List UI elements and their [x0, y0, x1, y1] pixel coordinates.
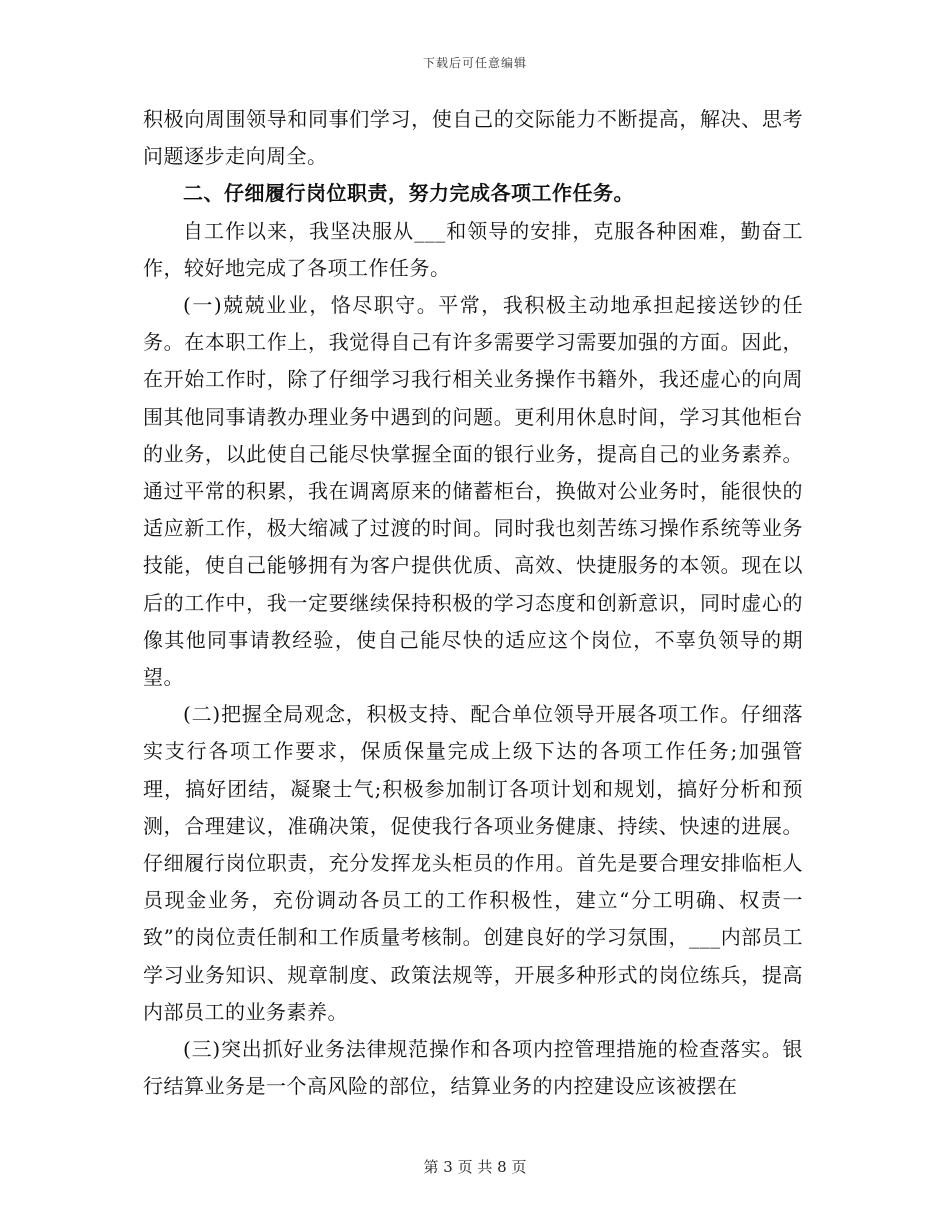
paragraph-item-1: (一)兢兢业业，恪尽职守。平常，我积极主动地承担起接送钞的任务。在本职工作上，我觉得自己有许多需要学习需要加强的方面。因此，在开始工作时，除了仔细学习我行相关业务操作书籍外，我还虚心的向周围其他同事请教办理业务中遇到的问题。更利用休息时间，学习其他柜台的业务，以此使自己能尽快掌握全面的银行业务，提高自己的业务素养。通过平常的积累，我在调离原来的储蓄柜台，换做对公业务时，能很快的适应新工作，极大缩减了过渡的时间。同时我也刻苦练习操作系统等业务技能，使自己能够拥有为客户提供优质、高效、快捷服务的本领。现在以后的工作中，我一定要继续保持积极的学习态度和创新意识，同时虚心的像其他同事请教经验，使自己能尽快的适应这个岗位，不辜负领导的期望。	[143, 293, 803, 690]
paragraph-continuation: 积极向周围领导和同事们学习，使自己的交际能力不断提高，解决、思考问题逐步走向周全。	[143, 107, 803, 169]
document-body	[143, 101, 803, 1105]
paragraph-item-3: (三)突出抓好业务法律规范操作和各项内控管理措施的检查落实。银行结算业务是一个高风险的部位，结算业务的内控建设应该被摆在	[143, 1037, 803, 1099]
page-header: 下载后可任意编辑	[422, 56, 527, 70]
section-heading: 二、仔细履行岗位职责，努力完成各项工作任务。	[183, 181, 634, 206]
page-number-footer: 第 3 页 共 8 页	[423, 1158, 527, 1176]
paragraph-item-2: (二)把握全局观念，积极支持、配合单位领导开展各项工作。仔细落实支行各项工作要求，保质保量完成上级下达的各项工作任务;加强管理，搞好团结，凝聚士气;积极参加制订各项计划和规划，搞好分析和预测，合理建议，准确决策，促使我行各项业务健康、持续、快速的进展。仔细履行岗位职责，充分发挥龙头柜员的作用。首先是要合理安排临柜人员现金业务，充份调动各员工的工作积极性，建立“分工明确、权责一致”的岗位责任制和工作质量考核制。创建良好的学习氛围，___内部员工学习业务知识、规章制度、政策法规等，开展多种形式的岗位练兵，提高内部员工的业务素养。	[143, 702, 803, 1024]
paragraph-intro: 自工作以来，我坚决服从___和领导的安排，克服各种困难，勤奋工作，较好地完成了各项工作任务。	[143, 218, 803, 280]
